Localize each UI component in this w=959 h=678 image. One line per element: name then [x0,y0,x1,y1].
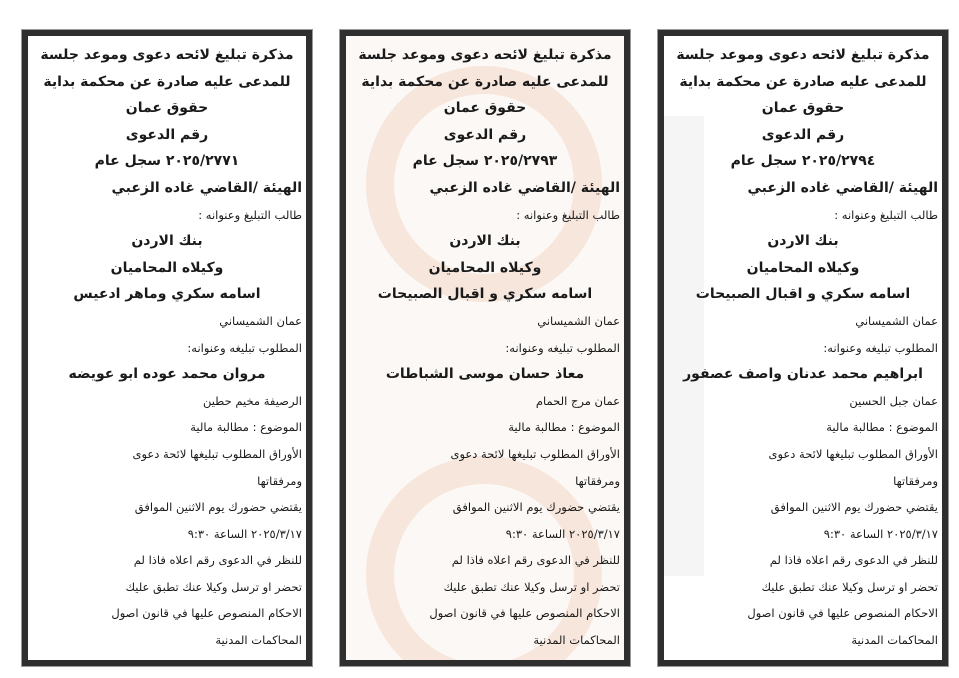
attendance-text: يقتضي حضورك يوم الاثنين الموافق [134,500,302,515]
warning-text: تحضر او ترسل وكيلا عنك تطبق عليك [125,579,302,594]
lawyers-names: اسامه سكري و اقبال الصبيحات [377,286,593,303]
attendance-text: يقتضي حضورك يوم الاثنين الموافق [770,500,938,515]
requester-label: طالب التبليغ وعنوانه : [198,207,302,222]
defendant-address: الرصيفة مخيم حطين [202,393,302,408]
requester-address: عمان الشميساني [219,313,302,328]
requester-name: بنك الاردن [131,233,203,250]
subject: الموضوع : مطالبة مالية [190,420,302,435]
defendant-name: ابراهيم محمد عدنان واصف عصفور [683,366,923,383]
judge-panel: الهيئة /القاضي غاده الزعبي [747,179,938,196]
subject: الموضوع : مطالبة مالية [826,420,938,435]
lawyers-label: وكيلاه المحاميان [746,259,860,276]
warning-text: المحاكمات المدنية [851,633,938,648]
court-name: حقوق عمان [125,100,209,117]
warning-text: المحاكمات المدنية [533,633,620,648]
requester-name: بنك الاردن [449,233,521,250]
lawyers-names: اسامه سكري و اقبال الصبيحات [695,286,911,303]
court-name: حقوق عمان [761,100,845,117]
warning-text: المحاكمات المدنية [215,633,302,648]
defendant-label: المطلوب تبليغه وعنوانه: [505,340,620,355]
defendant-label: المطلوب تبليغه وعنوانه: [187,340,302,355]
notice-title: للمدعى عليه صادرة عن محكمة بداية [43,73,291,90]
warning-text: تحضر او ترسل وكيلا عنك تطبق عليك [761,579,938,594]
subject: الموضوع : مطالبة مالية [508,420,620,435]
defendant-name: مروان محمد عوده ابو عويضه [68,366,266,383]
case-label: رقم الدعوى [125,126,209,143]
defendant-address: عمان مرج الحمام [535,393,620,408]
requester-label: طالب التبليغ وعنوانه : [834,207,938,222]
defendant-name: معاذ حسان موسى الشباطات [385,366,585,383]
papers: ومرفقاتها [575,473,620,488]
papers: الأوراق المطلوب تبليغها لائحة دعوى [450,446,620,461]
notice-title: للمدعى عليه صادرة عن محكمة بداية [679,73,927,90]
hearing-datetime: ٢٠٢٥/٣/١٧ الساعة ٩:٣٠ [187,526,302,541]
hearing-datetime: ٢٠٢٥/٣/١٧ الساعة ٩:٣٠ [505,526,620,541]
case-number: ٢٠٢٥/٢٧٩٣ سجل عام [412,153,558,170]
warning-text: للنظر في الدعوى رقم اعلاه فاذا لم [451,553,620,568]
judge-panel: الهيئة /القاضي غاده الزعبي [429,179,620,196]
defendant-label: المطلوب تبليغه وعنوانه: [823,340,938,355]
legal-notice-middle [340,30,630,666]
papers: ومرفقاتها [257,473,302,488]
court-name: حقوق عمان [443,100,527,117]
case-label: رقم الدعوى [443,126,527,143]
case-number: ٢٠٢٥/٢٧٩٤ سجل عام [730,153,876,170]
requester-label: طالب التبليغ وعنوانه : [516,207,620,222]
legal-notice-right [658,30,948,666]
notice-title: مذكرة تبليغ لائحه دعوى وموعد جلسة [676,47,930,63]
warning-text: الاحكام المنصوص عليها في قانون اصول [747,606,938,621]
notice-title: مذكرة تبليغ لائحه دعوى وموعد جلسة [40,47,294,63]
requester-name: بنك الاردن [767,233,839,250]
warning-text: للنظر في الدعوى رقم اعلاه فاذا لم [769,553,938,568]
notice-title: مذكرة تبليغ لائحه دعوى وموعد جلسة [358,47,612,63]
case-label: رقم الدعوى [761,126,845,143]
papers: ومرفقاتها [893,473,938,488]
warning-text: الاحكام المنصوص عليها في قانون اصول [429,606,620,621]
requester-address: عمان الشميساني [537,313,620,328]
hearing-datetime: ٢٠٢٥/٣/١٧ الساعة ٩:٣٠ [823,526,938,541]
papers: الأوراق المطلوب تبليغها لائحة دعوى [768,446,938,461]
defendant-address: عمان جبل الحسين [849,393,938,408]
lawyers-names: اسامه سكري وماهر ادعيس [73,286,261,303]
legal-notice-left [22,30,312,666]
judge-panel: الهيئة /القاضي غاده الزعبي [111,179,302,196]
attendance-text: يقتضي حضورك يوم الاثنين الموافق [452,500,620,515]
papers: الأوراق المطلوب تبليغها لائحة دعوى [132,446,302,461]
lawyers-label: وكيلاه المحاميان [110,259,224,276]
warning-text: للنظر في الدعوى رقم اعلاه فاذا لم [133,553,302,568]
warning-text: الاحكام المنصوص عليها في قانون اصول [111,606,302,621]
case-number: ٢٠٢٥/٢٧٧١ سجل عام [94,153,240,170]
lawyers-label: وكيلاه المحاميان [428,259,542,276]
requester-address: عمان الشميساني [855,313,938,328]
notice-title: للمدعى عليه صادرة عن محكمة بداية [361,73,609,90]
warning-text: تحضر او ترسل وكيلا عنك تطبق عليك [443,579,620,594]
